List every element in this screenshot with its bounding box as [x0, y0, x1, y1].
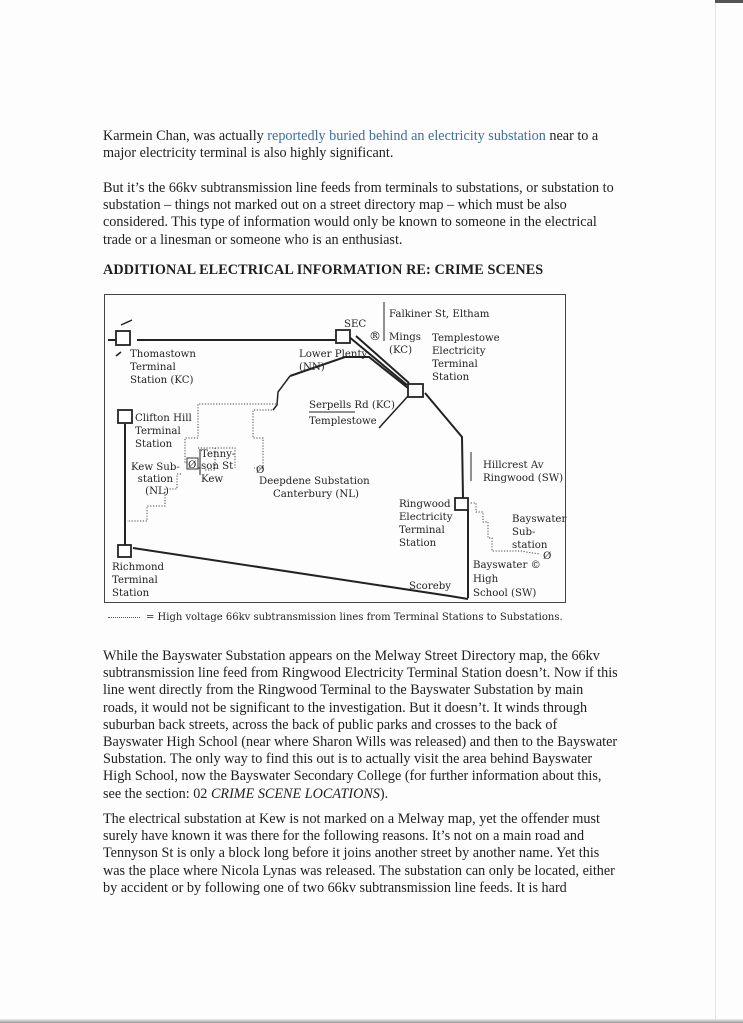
ringwood-terminal-label: Ringwood Electricity Terminal Station: [399, 499, 453, 549]
legend-text: = High voltage 66kv subtransmission lines from Terminal Stations to Substations.: [146, 612, 563, 623]
hillcrest-label: Hillcrest Av Ringwood (SW): [483, 460, 564, 484]
thomastown-tick-bottom: [116, 352, 121, 356]
lower-plenty-to-templestowe-line-a: [348, 336, 407, 385]
templestowe-to-ringwood-line: [425, 393, 463, 498]
clifton-hill-label: Clifton Hill Terminal Station: [135, 413, 192, 450]
para3-end: ).: [379, 785, 389, 802]
dotted-line-legend-icon: [108, 617, 140, 618]
page-edge-bottom: [0, 1019, 743, 1023]
reportedly-buried-link[interactable]: reportedly buried behind an electricity substation: [267, 128, 546, 144]
templestowe-terminal-box: [408, 384, 423, 397]
crime-scene-locations-ref: CRIME SCENE LOCATIONS: [210, 785, 380, 802]
mings-label: Mings (KC): [389, 332, 422, 356]
lower-plenty-label: Lower Plenty (NN): [299, 349, 368, 373]
bayswater-substation-label: Bayswater Sub- station: [512, 514, 567, 551]
scoreby-label: Scoreby: [409, 581, 451, 592]
sec-label: SEC: [344, 319, 367, 330]
thomastown-terminal-box: [116, 331, 130, 345]
paragraph-66kv-feeds: But it’s the 66kv subtransmission line feeds from terminals to substations, or substation to substation – things not marked out on a street directory map – which must be also considered. This type of information would only be known to someone in the electrical trade or a linesman or someone who is an enthusiast.: [103, 180, 614, 248]
lower-plenty-box: [336, 330, 350, 343]
bayswater-substation-icon: Ø: [543, 551, 552, 562]
bayswater-high-label: Bayswater © High School (SW): [473, 560, 541, 599]
serpells-label: Serpells Rd (KC) Templestowe: [309, 400, 395, 427]
para1-text-after: near to a major electricity terminal is also highly significant.: [103, 128, 599, 162]
clifton-hill-terminal-box: [118, 410, 132, 423]
deepdene-substation-icon: Ø: [256, 465, 265, 476]
thomastown-tick-top: [121, 320, 132, 325]
templestowe-terminal-label: Templestowe Electricity Terminal Station: [432, 333, 500, 383]
falkiner-label: Falkiner St, Eltham: [389, 309, 490, 320]
diagram-legend: [108, 612, 563, 623]
eltham-branch-line: [273, 376, 290, 410]
kew-substation-label: Kew Sub- station (NL): [130, 462, 180, 497]
thomastown-label: Thomastown Terminal Station (KC): [130, 349, 196, 386]
deepdene-label: Deepdene Substation Canterbury (NL): [259, 476, 370, 500]
ringwood-terminal-box: [455, 498, 468, 510]
paragraph-bayswater: [103, 648, 618, 803]
tennyson-label: Tenny- son St Kew: [201, 449, 236, 485]
para1-text-before: Karmein Chan, was actually: [103, 128, 268, 144]
richmond-terminal-box: [118, 545, 131, 557]
kew-substation-icon: Ø: [188, 460, 197, 471]
richmond-label: Richmond Terminal Station: [112, 562, 165, 599]
section-heading: ADDITIONAL ELECTRICAL INFORMATION RE: CRIME SCENES: [103, 262, 544, 278]
paragraph-kew-substation: The electrical substation at Kew is not marked on a Melway map, yet the offender must surely have known it was there for the following reasons. It’s not on a main road and Tennyson St is only a block long before it joins another street by another name. Yet this was the place where Nicola Lynas was released. The substation can only be located, either by accident or by following one of two 66kv subtransmission line feeds. It is hard: [103, 811, 615, 896]
registered-mark: ®: [369, 329, 381, 343]
para3-text: While the Bayswater Substation appears on the Melway Street Directory map, the 66kv subtransmission line feed from Ringwood Electricity Terminal Station doesn’t. Now if this line went directly from the Ringwood Terminal to the Bayswater Substation by main roads, it would not be significant to the investigation. But it doesn’t. It winds through suburban back streets, across the back of public parks and crosses to the back of Bayswater High School (near where Sharon Wills was released) and then to the Bayswater Substation. The only way to find this out is to actually visit the area behind Bayswater High School, now the Bayswater Secondary College (for further information about this, see the section: 02: [103, 648, 618, 802]
deepdene-feed: [253, 410, 272, 468]
